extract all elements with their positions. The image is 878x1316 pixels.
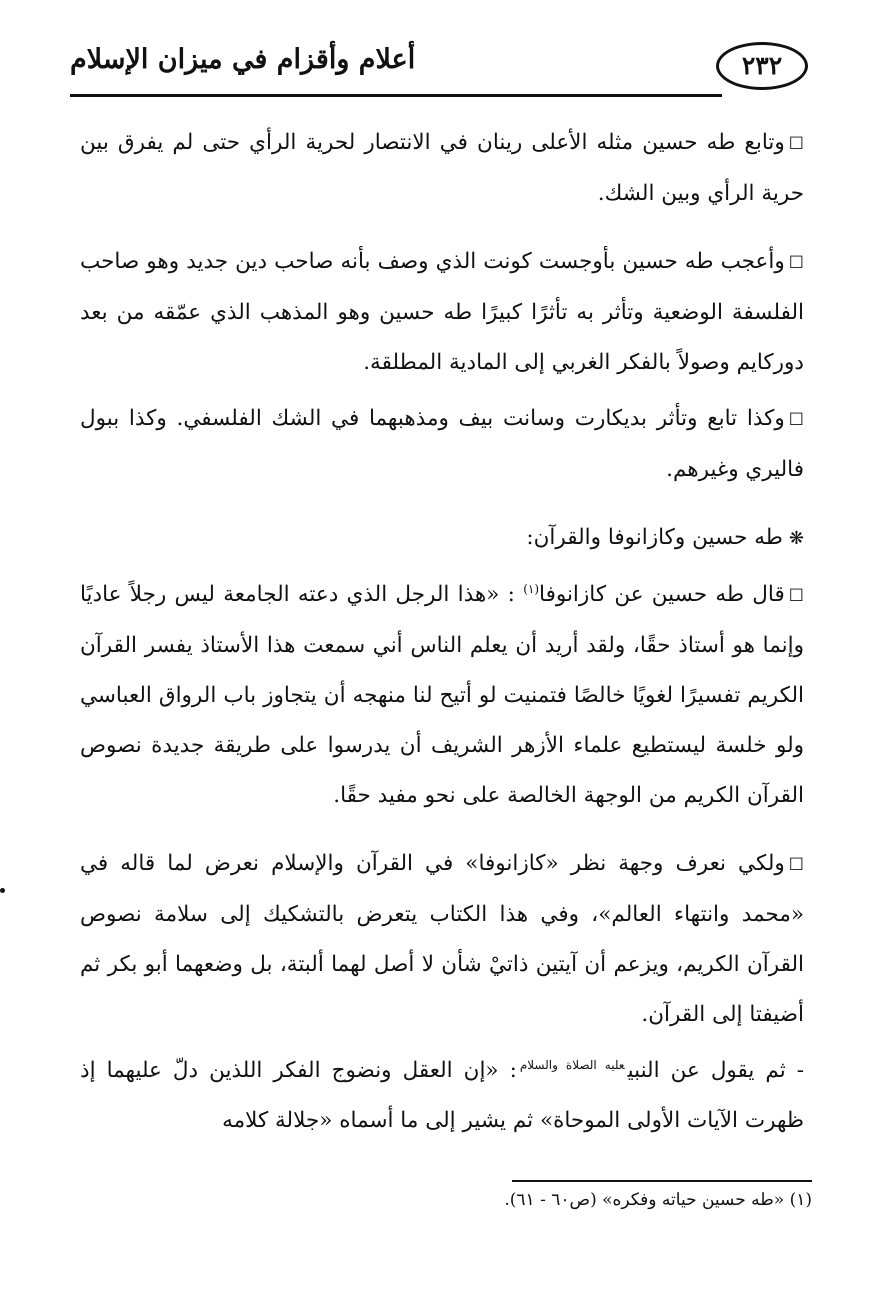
honorific-ligature: عليه الصلاة والسلام bbox=[519, 1057, 625, 1072]
paragraph-2-text: وأعجب طه حسين بأوجست كونت الذي وصف بأنه صاحب دين جديد وهو صاحب الفلسفة الوضعية وتأثر به تأثرًا كبيرًا طه حسين وهو المذهب الذي عمّقه من بعد دوركايم وصولاً بالفكر الغربي إلى المادية المطلقة. bbox=[80, 249, 804, 375]
checkbox-icon: ☐ bbox=[788, 586, 804, 606]
quote-paragraph bbox=[80, 570, 804, 821]
section-heading-text: طه حسين وكازانوفا والقرآن: bbox=[526, 525, 783, 550]
footnote-reference: (١) bbox=[523, 581, 540, 596]
quote-text: : «هذا الرجل الذي دعته الجامعة ليس رجلاً عاديًا وإنما هو أستاذ حقًا، ولقد أريد أن يعلم الناس أني سمعت هذا الأستاذ يفسر القرآن الكريم تفسيرًا لغويًا خالصًا فتمنيت لو أتيح لنا منهجه أن يتجاوز باب الرواق العباسي ولو خلسة ليستطيع علماء الأزهر الشريف أن يدرسوا على طريقة جديدة نصوص القرآن الكريم من الوجهة الخالصة على نحو مفيد حقًا. bbox=[80, 582, 804, 808]
footnote bbox=[88, 1186, 812, 1214]
page-number-badge bbox=[716, 42, 808, 90]
paragraph-3-text: وكذا تابع وتأثر بديكارت وسانت بيف ومذهبهما في الشك الفلسفي. وكذا ببول فاليري وغيرهم. bbox=[80, 406, 804, 482]
checkbox-icon: ☐ bbox=[788, 253, 804, 273]
scan-speck bbox=[0, 888, 5, 893]
footnote-rule bbox=[512, 1180, 812, 1182]
book-title: أعلام وأقزام في ميزان الإسلام bbox=[70, 44, 416, 75]
checkbox-icon: ☐ bbox=[788, 410, 804, 430]
section-heading bbox=[80, 513, 804, 564]
body-text bbox=[80, 118, 804, 1146]
paragraph-3 bbox=[80, 394, 804, 495]
checkbox-icon: ☐ bbox=[788, 855, 804, 875]
paragraph-4 bbox=[80, 839, 804, 1040]
page-number: ٢٣٢ bbox=[741, 51, 783, 80]
paragraph-1-text: وتابع طه حسين مثله الأعلى رينان في الانتصار لحرية الرأي حتى لم يفرق بين حرية الرأي وبين الشك. bbox=[80, 130, 804, 206]
paragraph-5-lead: - ثم يقول عن النبي bbox=[627, 1058, 804, 1083]
paragraph-2 bbox=[80, 237, 804, 388]
paragraph-4-text: ولكي نعرف وجهة نظر «كازانوفا» في القرآن والإسلام نعرض لما قاله في «محمد وانتهاء العالم»، وفي هذا الكتاب يتعرض بالتشكيك إلى سلامة نصوص القرآن الكريم، ويزعم أن آيتين ذاتيْ شأن لا أصل لهما ألبتة، بل وضعهما أبو بكر ثم أضيفتا إلى القرآن. bbox=[80, 851, 804, 1027]
checkbox-icon: ☐ bbox=[788, 134, 804, 154]
paragraph-5 bbox=[80, 1046, 804, 1146]
running-header bbox=[70, 40, 808, 102]
asterisk-icon: ❋ bbox=[788, 528, 804, 549]
footnote-text: (١) «طه حسين حياته وفكره» (ص٦٠ - ٦١). bbox=[504, 1190, 812, 1210]
quote-lead: قال طه حسين عن كازانوفا bbox=[539, 582, 785, 607]
paragraph-1 bbox=[80, 118, 804, 219]
header-rule bbox=[70, 94, 722, 97]
paragraph-5-text: : «إن العقل ونضوج الفكر اللذين دلّ عليهما إذ ظهرت الآيات الأولى الموحاة» ثم يشير إلى ما أسماه «جلالة كلامه bbox=[80, 1058, 804, 1133]
